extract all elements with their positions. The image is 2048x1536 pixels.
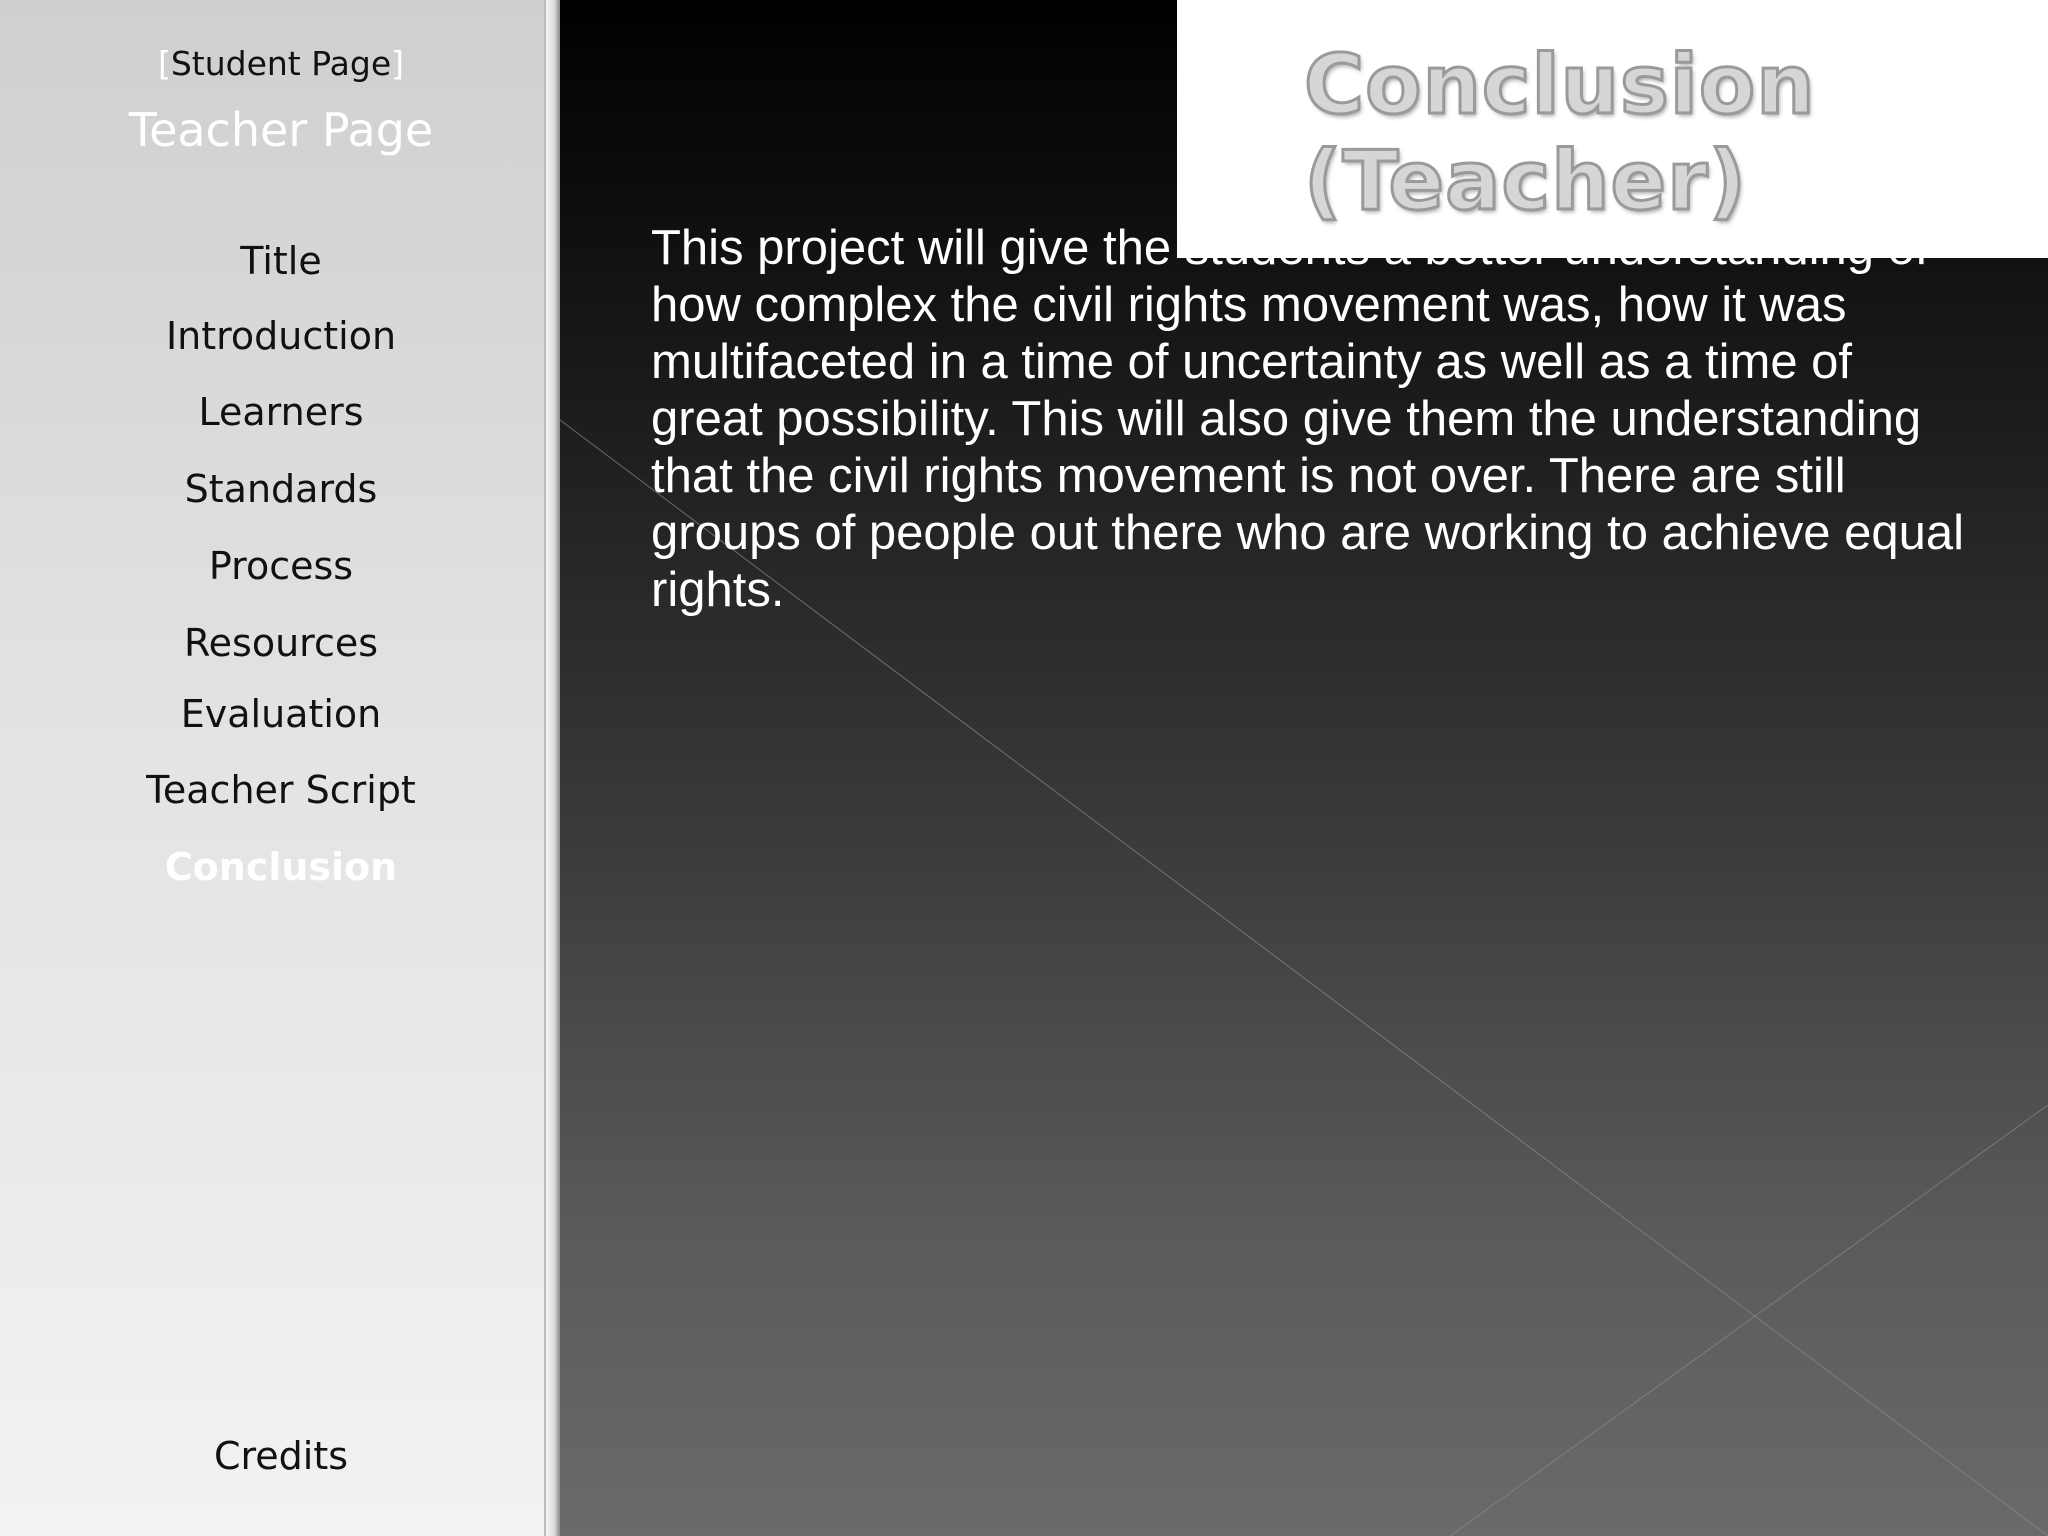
nav-item-title[interactable]: Title: [240, 239, 322, 283]
teacher-page-link[interactable]: Teacher Page: [128, 103, 434, 157]
student-page-link[interactable]: [Student Page]: [157, 44, 405, 83]
nav-item-process[interactable]: Process: [208, 544, 354, 588]
nav-item-credits[interactable]: Credits: [213, 1434, 349, 1478]
slide-body: [651, 220, 1971, 619]
nav-item-standards[interactable]: Standards: [184, 467, 378, 511]
nav-item-introduction[interactable]: Introduction: [165, 314, 397, 358]
nav-item-teacher-script[interactable]: Teacher Script: [146, 768, 416, 812]
student-page-label: Student Page: [170, 44, 392, 83]
sidebar-edge: [546, 0, 560, 1536]
nav-item-conclusion[interactable]: Conclusion: [164, 845, 398, 889]
nav-item-evaluation[interactable]: Evaluation: [180, 692, 382, 736]
slide-body-paragraph: This project will give the students a better understanding of how complex the civil rights movement was, how it was multifaceted in a time of uncertainty as well as a time of great possibility. This will also give them the understanding that the civil rights movement is not over. There are still groups of people out there who are working to achieve equal rights.: [651, 221, 1964, 617]
nav-item-resources[interactable]: Resources: [183, 621, 379, 665]
nav-item-learners[interactable]: Learners: [198, 390, 364, 434]
slide-title: Conclusion (Teacher): [1304, 38, 1816, 229]
